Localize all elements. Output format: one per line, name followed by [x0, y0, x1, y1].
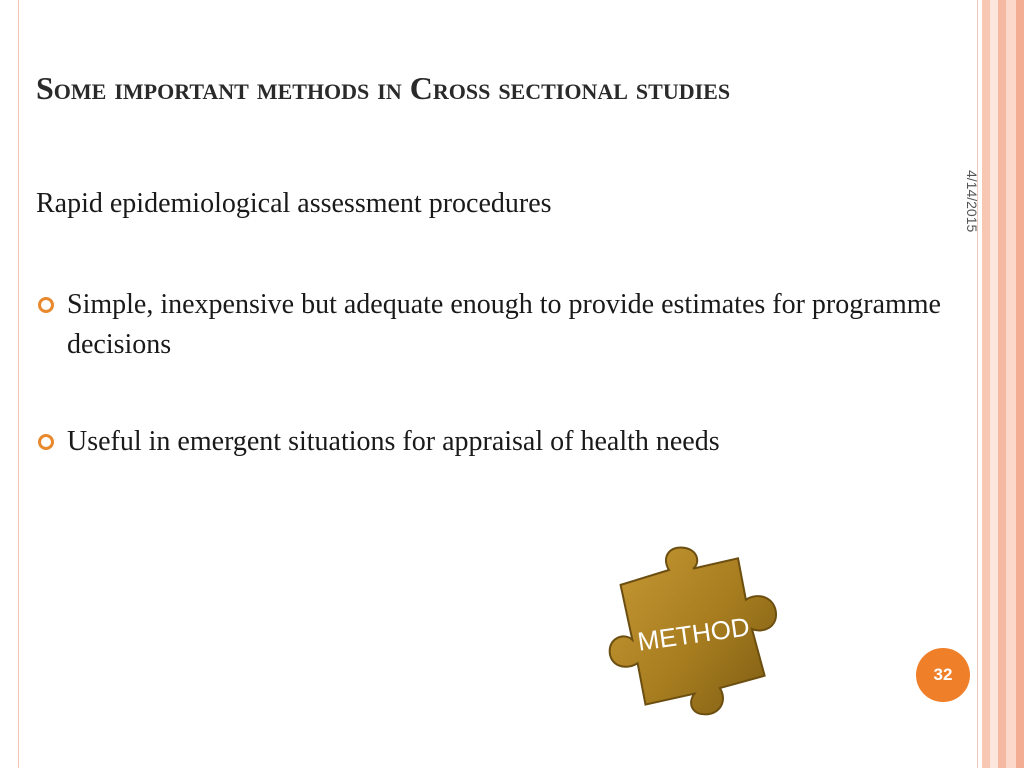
bullet-item — [36, 285, 966, 365]
page-number-badge — [916, 648, 970, 702]
bullet-item — [36, 422, 966, 462]
bullet-circle-icon — [38, 434, 54, 450]
slide-subheading: Rapid epidemiological assessment procedures — [36, 188, 552, 219]
puzzle-label: METHOD — [635, 611, 752, 657]
bullet-list — [36, 285, 966, 462]
decorative-stripes — [978, 0, 1024, 768]
slide-date: 4/14/2015 — [964, 170, 980, 233]
slide-title: Some important methods in Cross sectional studies — [36, 70, 731, 106]
puzzle-piece-icon — [600, 545, 790, 720]
bullet-circle-icon — [38, 297, 54, 313]
page-number: 32 — [933, 665, 953, 684]
bullet-text: Simple, inexpensive but adequate enough to provide estimates for programme decisions — [67, 289, 941, 360]
bullet-text: Useful in emergent situations for appraisal of health needs — [67, 426, 720, 457]
